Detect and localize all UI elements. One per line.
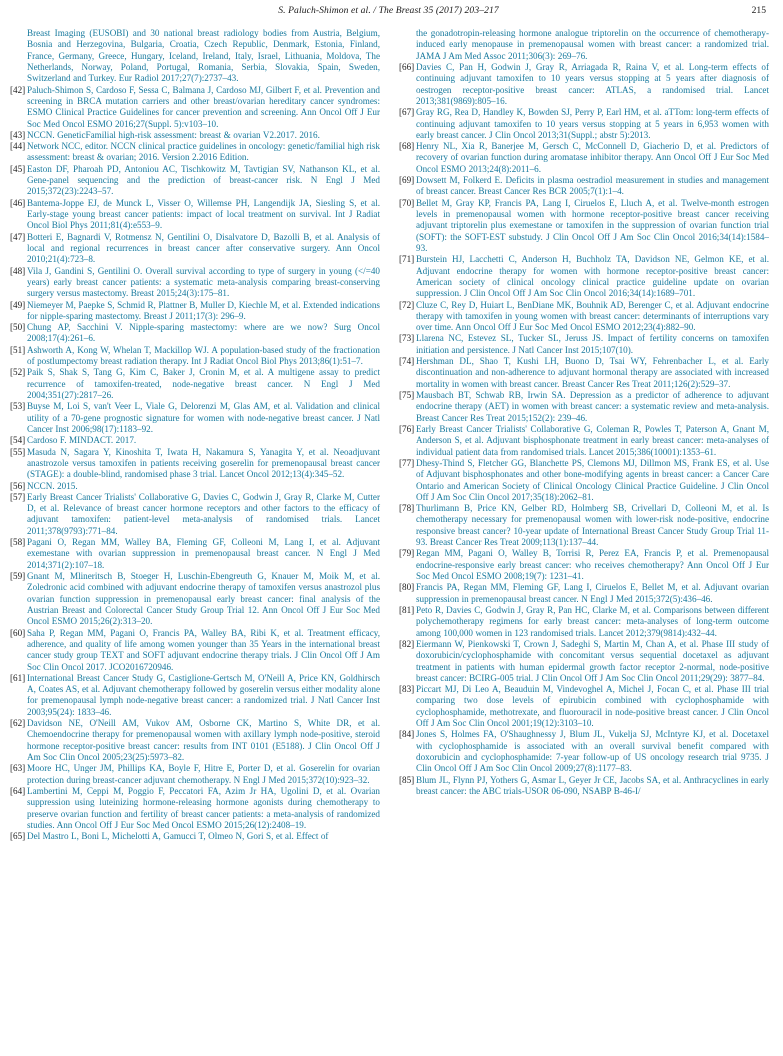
- reference-number: [43]: [10, 129, 26, 140]
- reference-text: NCCN. GeneticFamilial high-risk assessment: breast & ovarian V2.2017. 2016.: [27, 129, 320, 140]
- reference-text: Cardoso F. MINDACT. 2017.: [27, 435, 137, 446]
- reference-text: Easton DF, Pharoah PD, Antoniou AC, Tischkowitz M, Tavtigian SV, Nathanson KL, et al. Gene-panel sequencing and the prediction of breast-cancer risk. N Engl J Med 2015;372(23):2243–57.: [27, 163, 380, 197]
- reference-item: [399, 639, 769, 684]
- reference-item: [399, 424, 769, 458]
- reference-item: [10, 164, 380, 198]
- reference-number: [53]: [10, 401, 26, 412]
- reference-number: [49]: [10, 299, 26, 310]
- reference-text: Burstein HJ, Lacchetti C, Anderson H, Buchholz TA, Davidson NE, Gelmon KE, et al. Adjuvant endocrine therapy for women with hormone receptor-positive breast cancer: American society of clinical oncology clinical practice guideline update on ovarian suppression. J Clin Oncol Off J Am Soc Clin Oncol 2016;34(14):1689–701.: [416, 254, 769, 299]
- reference-number: [77]: [399, 457, 415, 468]
- reference-item: [10, 435, 380, 446]
- reference-text: Henry NL, Xia R, Banerjee M, Gersch C, McConnell D, Giacherio D, et al. Predictors of recovery of ovarian function during aromatase inhibitor therapy. Ann Oncol Off J Eur Soc Med Oncol ESMO 2013;24(8):2011–6.: [416, 141, 769, 174]
- reference-text: Early Breast Cancer Trialists' Collaborative G, Davies C, Godwin J, Gray R, Clarke M, Cutter D, et al. Relevance of breast cancer hormone receptors and other factors to the efficacy of adjuvant tamoxifen: patient-level meta-analysis of randomised trials. Lancet 2011;378(9793):771–84.: [27, 491, 380, 536]
- reference-number: [46]: [10, 197, 26, 208]
- reference-number: [47]: [10, 231, 26, 242]
- reference-text: Cluze C, Rey D, Huiart L, BenDiane MK, Bouhnik AD, Berenger C, et al. Adjuvant endocrine therapy with tamoxifen in young women with breast cancer: determinants of interruptions vary over time. Ann Oncol Off J Eur Soc Med Oncol ESMO 2012;23(4):882–90.: [416, 299, 769, 333]
- reference-item: [10, 537, 380, 571]
- reference-item: [399, 775, 769, 798]
- reference-text: Bantema-Joppe EJ, de Munck L, Visser O, Willemse PH, Langendijk JA, Siesling S, et al. Early-stage young breast cancer patients: impact of local treatment on survival. Int J Radiat Oncol Biol Phys 2011;81(4):e553–9.: [27, 197, 380, 231]
- reference-item: [399, 582, 769, 605]
- references-right-column: [399, 28, 769, 843]
- reference-number: [51]: [10, 344, 26, 355]
- reference-number: [67]: [399, 107, 415, 118]
- reference-item: [10, 571, 380, 628]
- reference-item: [10, 141, 380, 164]
- reference-text: NCCN. 2015.: [27, 480, 78, 491]
- reference-item: [399, 356, 769, 390]
- reference-item: [399, 333, 769, 356]
- reference-text: Lambertini M, Ceppi M, Poggio F, Peccatori FA, Azim Jr HA, Ugolini D, et al. Ovarian suppression using luteinizing hormone-releasing hormone agonists during chemotherapy to preserve ovarian function and fertility of breast cancer patients: a meta-analysis of randomized studies. Ann Oncol Off J Eur Soc Med Oncol ESMO 2015;26(12):2408–19.: [27, 785, 380, 830]
- reference-text: Bellet M, Gray KP, Francis PA, Lang I, Ciruelos E, Lluch A, et al. Twelve-month estrogen levels in premenopausal women with hormone receptor-positive breast cancer receiving adjuvant triptorelin plus exemestane or tamoxifen in the suppression of ovarian function trial (SOFT): the SOFT-EST substudy. J Clin Oncol Off J Am Soc Clin Oncol 2016;34(14):1584–93.: [416, 197, 769, 253]
- reference-number: [52]: [10, 367, 26, 378]
- reference-text: Masuda N, Sagara Y, Kinoshita T, Iwata H, Nakamura S, Yanagita Y, et al. Neoadjuvant anastrozole versus tamoxifen in patients receiving goserelin for premenopausal breast cancer (STAGE): a double-blind, randomised phase 3 trial. Lancet Oncol 2012;13(4):345–52.: [27, 446, 380, 480]
- page-number: 215: [751, 5, 766, 16]
- reference-text: Eiermann W, Pienkowski T, Crown J, Sadeghi S, Martin M, Chan A, et al. Phase III study of doxorubicin/cyclophosphamide with concomitant versus sequential docetaxel as adjuvant treatment in patients with human epidermal growth factor receptor 2-normal, node-positive breast cancer: BCIRG-005 trial. J Clin Oncol Off J Am Soc Clin Oncol 2011;29(29): 3877–84.: [416, 638, 769, 683]
- reference-text: Moore HC, Unger JM, Phillips KA, Boyle F, Hitre E, Porter D, et al. Goserelin for ovarian protection during breast-cancer adjuvant chemotherapy. N Engl J Med 2015;372(10):923–32.: [27, 763, 380, 785]
- reference-number: [66]: [399, 61, 415, 72]
- reference-item: [10, 266, 380, 300]
- reference-item: [10, 401, 380, 435]
- reference-number: [57]: [10, 491, 26, 502]
- reference-number: [54]: [10, 435, 26, 446]
- reference-item: [10, 831, 380, 842]
- reference-item: [10, 130, 380, 141]
- reference-text: Davies C, Pan H, Godwin J, Gray R, Arriagada R, Raina V, et al. Long-term effects of continuing adjuvant tamoxifen to 10 years versus stopping at 5 years after diagnosis of oestrogen receptor-positive breast cancer: ATLAS, a randomised trial. Lancet 2013;381(9869):805–16.: [416, 61, 769, 106]
- page-header: [0, 5, 783, 19]
- reference-text: Thurlimann B, Price KN, Gelber RD, Holmberg SB, Crivellari D, Colleoni M, et al. Is chemotherapy necessary for premenopausal women with lower-risk node-positive, endocrine responsive breast cancer? 10-year update of International Breast Cancer Study Group Trial 11-93. Breast Cancer Res Treat 2009;113(1):137–44.: [416, 503, 769, 548]
- references-left-column: [10, 28, 380, 843]
- reference-item: [10, 673, 380, 718]
- reference-text: Regan MM, Pagani O, Walley B, Torrisi R, Perez EA, Francis P, et al. Premenopausal endocrine-responsive early breast cancer: who receives chemotherapy? Ann Oncol Off J Eur Soc Med Oncol ESMO 2008;19(7): 1231–41.: [416, 548, 769, 581]
- reference-item: [10, 718, 380, 763]
- reference-number: [44]: [10, 141, 26, 152]
- reference-number: [59]: [10, 571, 26, 581]
- reference-text: Early Breast Cancer Trialists' Collaborative G, Coleman R, Powles T, Paterson A, Gnant M, Anderson S, et al. Adjuvant bisphosphonate treatment in early breast cancer: meta-analyses of individual patient data from randomised trials. Lancet 2015;386(10001):1353–61.: [416, 423, 769, 457]
- reference-item: [10, 481, 380, 492]
- reference-number: [79]: [399, 548, 415, 559]
- reference-number: [56]: [10, 480, 26, 491]
- reference-item: [399, 107, 769, 141]
- reference-text: Paluch-Shimon S, Cardoso F, Sessa C, Balmana J, Cardoso MJ, Gilbert F, et al. Prevention and screening in BRCA mutation carriers and other breast/ovarian hereditary cancer syndromes: ESMO Clinical Practice Guidelines for cancer prevention and screening. Ann Oncol Off J Eur Soc Med Oncol ESMO 2016;27(Suppl. 5):v103–10.: [27, 84, 380, 129]
- reference-number: [63]: [10, 763, 26, 774]
- reference-text: Gray RG, Rea D, Handley K, Bowden SJ, Perry P, Earl HM, et al. aTTom: long-term effects of continuing adjuvant tamoxifen to 10 years versus stopping at 5 years in 6,953 women with early breast cancer. J Clin Oncol 2013;31(Suppl.; abstr 5):2013.: [416, 107, 769, 140]
- reference-number: [70]: [399, 197, 415, 208]
- reference-number: [50]: [10, 322, 26, 333]
- reference-text: Niemeyer M, Paepke S, Schmid R, Plattner B, Muller D, Kiechle M, et al. Extended indications for nipple-sparing mastectomy. Breast J 2011;17(3): 296–9.: [27, 299, 380, 321]
- reference-text: Buyse M, Loi S, van't Veer L, Viale G, Delorenzi M, Glas AM, et al. Validation and clinical utility of a 70-gene prognostic signature for women with node-negative breast cancer. J Natl Cancer Inst 2006;98(17):1183–92.: [27, 401, 380, 434]
- reference-number: [72]: [399, 299, 415, 310]
- reference-number: [84]: [399, 729, 415, 740]
- reference-item: [10, 367, 380, 401]
- reference-number: [85]: [399, 774, 415, 785]
- reference-text: Mausbach BT, Schwab RB, Irwin SA. Depression as a predictor of adherence to adjuvant endocrine therapy (AET) in women with breast cancer: a systematic review and meta-analysis. Breast Cancer Res Treat 2015;152(2): 239–46.: [416, 390, 769, 423]
- reference-item: [399, 390, 769, 424]
- reference-item: [399, 254, 769, 299]
- reference-text: Blum JL, Flynn PJ, Yothers G, Asmar L, Geyer Jr CE, Jacobs SA, et al. Anthracyclines in early breast cancer: the ABC trials-USOR 06-090, NSABP B-46-I/: [416, 774, 769, 796]
- reference-number: [64]: [10, 785, 26, 796]
- reference-continuation: the gonadotropin-releasing hormone analogue triptorelin on the occurrence of chemotherapy-induced early menopause in premenopausal women with breast cancer: a randomized trial. JAMA J Am Med Assoc 2011;306(3): 269–76.: [416, 28, 769, 61]
- reference-number: [75]: [399, 390, 415, 400]
- reference-number: [76]: [399, 423, 415, 434]
- reference-item: [10, 232, 380, 266]
- reference-number: [81]: [399, 604, 415, 615]
- reference-text: Vila J, Gandini S, Gentilini O. Overall survival according to type of surgery in young (</=40 years) early breast cancer patients: a systematic meta-analysis comparing breast-conserving surgery versus mastectomy. Breast 2015;24(3):175–81.: [27, 265, 380, 299]
- reference-number: [73]: [399, 333, 415, 344]
- reference-item: [10, 345, 380, 368]
- reference-item: [10, 628, 380, 673]
- reference-number: [45]: [10, 163, 26, 174]
- reference-text: Jones S, Holmes FA, O'Shaughnessy J, Blum JL, Vukelja SJ, McIntyre KJ, et al. Docetaxel with cyclophosphamide is associated with an overall survival benefit compared with doxorubicin and cyclophosphamide: 7-year follow-up of US oncology research trial 9735. J Clin Oncol Off J Am Soc Clin Oncol 2009;27(8):1177–83.: [416, 729, 769, 774]
- reference-text: Piccart MJ, Di Leo A, Beauduin M, Vindevoghel A, Michel J, Focan C, et al. Phase III trial comparing two dose levels of epirubicin combined with cyclophosphamide with cyclophosphamide, methotrexate, and fluorouracil in node-positive breast cancer. J Clin Oncol Off J Am Soc Clin Oncol 2001;19(12):3103–10.: [416, 684, 769, 729]
- reference-item: [10, 85, 380, 130]
- reference-item: [10, 786, 380, 831]
- reference-text: Hershman DL, Shao T, Kushi LH, Buono D, Tsai WY, Fehrenbacher L, et al. Early discontinuation and non-adherence to adjuvant hormonal therapy are associated with increased mortality in women with breast cancer. Breast Cancer Res Treat 2011;126(2):529–37.: [416, 356, 769, 389]
- reference-text: Chung AP, Sacchini V. Nipple-sparing mastectomy: where are we now? Surg Oncol 2008;17(4):261–6.: [27, 322, 380, 344]
- reference-number: [69]: [399, 175, 415, 186]
- reference-item: [10, 322, 380, 345]
- reference-item: [399, 458, 769, 503]
- reference-number: [65]: [10, 831, 26, 842]
- reference-item: [399, 175, 769, 198]
- reference-number: [82]: [399, 638, 415, 649]
- reference-item: [399, 198, 769, 255]
- reference-number: [71]: [399, 254, 415, 265]
- reference-text: Ashworth A, Kong W, Whelan T, Mackillop WJ. A population-based study of the fractionation of postlumpectomy breast radiation therapy. Int J Radiat Oncol Biol Phys 2013;86(1):51–7.: [27, 344, 380, 367]
- reference-text: International Breast Cancer Study G, Castiglione-Gertsch M, O'Neill A, Price KN, Goldhirsch A, Coates AS, et al. Adjuvant chemotherapy followed by goserelin versus either modality alone for premenopausal lymph node-negative breast cancer: a randomized trial. J Natl Cancer Inst 2003;95(24): 1833–46.: [27, 672, 380, 717]
- reference-text: Davidson NE, O'Neill AM, Vukov AM, Osborne CK, Martino S, White DR, et al. Chemoendocrine therapy for premenopausal women with axillary lymph node-positive, steroid hormone receptor-positive breast cancer: results from INT 0101 (E5188). J Clin Oncol Off J Am Soc Clin Oncol 2005;23(25):5973–82.: [27, 718, 380, 762]
- reference-number: [58]: [10, 537, 26, 548]
- reference-text: Network NCC, editor. NCCN clinical practice guidelines in oncology: genetic/familial high risk assessment: breast & ovarian; 2016. Version 2.2016 Edition.: [27, 141, 380, 163]
- reference-number: [74]: [399, 356, 415, 367]
- reference-item: [10, 300, 380, 323]
- reference-text: Botteri E, Bagnardi V, Rotmensz N, Gentilini O, Disalvatore D, Bazolli B, et al. Analysis of local and regional recurrences in breast cancer after conservative surgery. Ann Oncol 2010;21(4):723–8.: [27, 231, 380, 265]
- reference-item: [399, 141, 769, 175]
- reference-text: Peto R, Davies C, Godwin J, Gray R, Pan HC, Clarke M, et al. Comparisons between different polychemotherapy regimens for early breast cancer: meta-analyses of long-term outcome among 100,000 women in 123 randomised trials. Lancet 2012;379(9814):432–44.: [416, 604, 769, 638]
- reference-columns: [0, 19, 783, 843]
- reference-item: [10, 763, 380, 786]
- reference-number: [55]: [10, 446, 26, 457]
- reference-number: [42]: [10, 84, 26, 95]
- reference-item: [399, 62, 769, 107]
- reference-item: [399, 605, 769, 639]
- reference-number: [80]: [399, 582, 415, 593]
- reference-number: [61]: [10, 672, 26, 683]
- reference-text: Dhesy-Thind S, Fletcher GG, Blanchette PS, Clemons MJ, Dillmon MS, Frank ES, et al. Use of Adjuvant bisphosphonates and other bone-modifying agents in breast cancer: a Cancer Care Ontario and American Society of Clinical Oncology Clinical Practice Guideline. J Clin Oncol Off J Am Soc Clin Oncol 2017;35(18):2062–81.: [416, 457, 769, 502]
- reference-item: [10, 492, 380, 537]
- reference-text: Dowsett M, Folkerd E. Deficits in plasma oestradiol measurement in studies and management of breast cancer. Breast Cancer Res BCR 2005;7(1):1–4.: [416, 175, 769, 197]
- reference-item: [399, 729, 769, 774]
- reference-text: Francis PA, Regan MM, Fleming GF, Lang I, Ciruelos E, Bellet M, et al. Adjuvant ovarian suppression in premenopausal breast cancer. N Engl J Med 2015;372(5):436–46.: [416, 582, 769, 604]
- reference-continuation: Breast Imaging (EUSOBI) and 30 national breast radiology bodies from Austria, Belgium, Bosnia and Herzegovina, Bulgaria, Croatia, Czech Republic, Denmark, Estonia, Finland, France, Germany, Greece, Hungary, Iceland, Ireland, Italy, Israel, Lithuania, Moldova, The Netherlands, Norway, Poland, Portugal, Romania, Serbia, Slovakia, Spain, Sweden, Switzerland and Turkey. Eur Radiol 2017;27(7):2737–43.: [27, 28, 380, 84]
- reference-text: Del Mastro L, Boni L, Michelotti A, Gamucci T, Olmeo N, Gori S, et al. Effect of: [27, 831, 329, 842]
- reference-text: Pagani O, Regan MM, Walley BA, Fleming GF, Colleoni M, Lang I, et al. Adjuvant exemestane with ovarian suppression in premenopausal breast cancer. N Engl J Med 2014;371(2):107–18.: [27, 537, 380, 570]
- reference-number: [83]: [399, 684, 415, 695]
- reference-number: [78]: [399, 503, 415, 514]
- reference-item: [10, 198, 380, 232]
- reference-number: [68]: [399, 141, 415, 152]
- reference-text: Llarena NC, Estevez SL, Tucker SL, Jeruss JS. Impact of fertility concerns on tamoxifen initiation and persistence. J Natl Cancer Inst 2015;107(10).: [416, 333, 769, 355]
- reference-number: [62]: [10, 718, 26, 729]
- reference-text: Gnant M, Mlineritsch B, Stoeger H, Luschin-Ebengreuth G, Knauer M, Moik M, et al. Zoledronic acid combined with adjuvant endocrine therapy of tamoxifen versus anastrozol plus ovarian function suppression in premenopausal early breast cancer: final analysis of the Austrian Breast and Colorectal Cancer Study Group Trial 12. Ann Oncol Off J Eur Soc Med Oncol ESMO 2015;26(2):313–20.: [27, 571, 380, 627]
- reference-text: Saha P, Regan MM, Pagani O, Francis PA, Walley BA, Ribi K, et al. Treatment efficacy, adherence, and quality of life among women younger than 35 Years in the international breast cancer study group TEXT and SOFT adjuvant endocrine therapy trials. J Clin Oncol Off J Am Soc Clin Oncol 2017. JCO2016720946.: [27, 627, 380, 672]
- reference-item: [399, 503, 769, 548]
- reference-item: [399, 684, 769, 729]
- reference-item: [399, 300, 769, 334]
- reference-number: [48]: [10, 265, 26, 276]
- reference-item: [10, 447, 380, 481]
- reference-number: [60]: [10, 627, 26, 638]
- reference-item: [399, 548, 769, 582]
- running-title: S. Paluch-Shimon et al. / The Breast 35 (2017) 203–217: [278, 5, 499, 16]
- reference-text: Paik S, Shak S, Tang G, Kim C, Baker J, Cronin M, et al. A multigene assay to predict recurrence of tamoxifen-treated, node-negative breast cancer. N Engl J Med 2004;351(27):2817–26.: [27, 367, 380, 400]
